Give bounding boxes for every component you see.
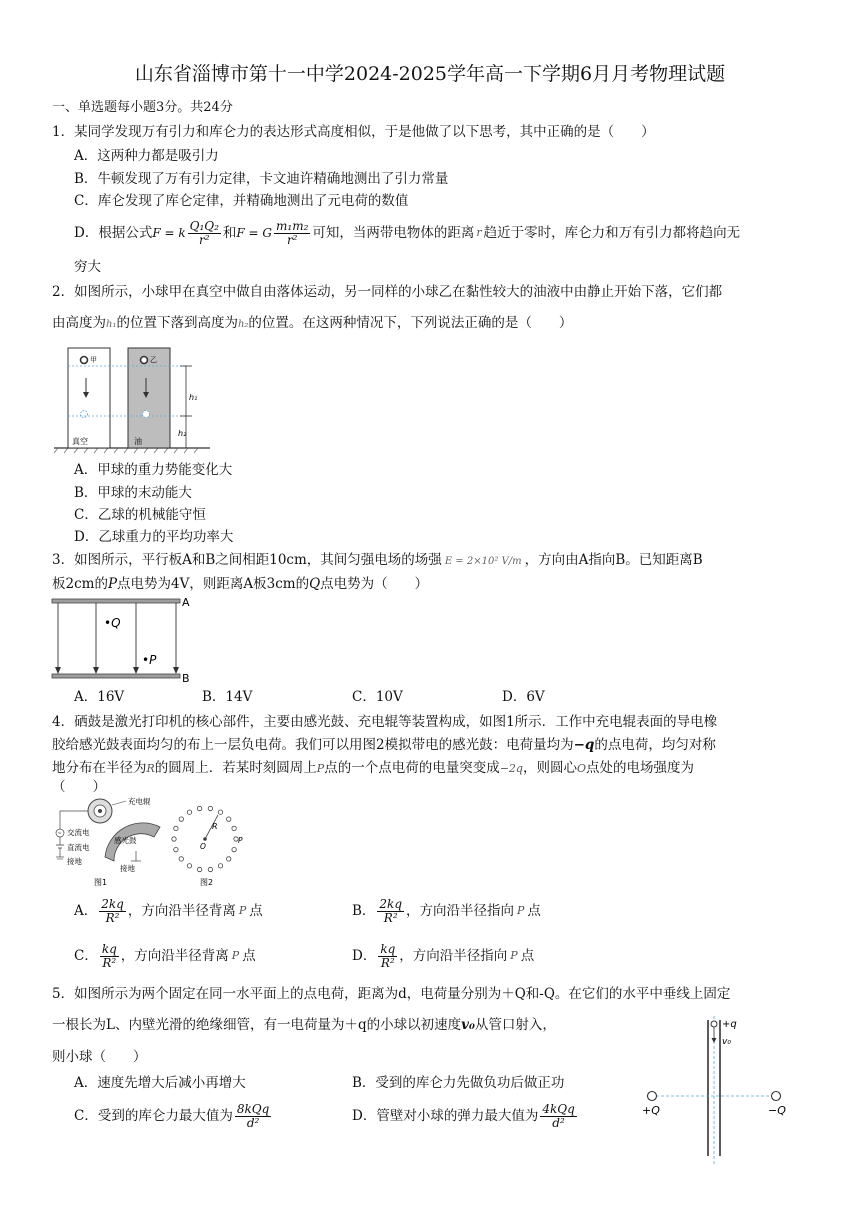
label-v0: v₀ [722,1037,731,1047]
q4-stem3b: 的圆周上．若某时刻圆周上 [154,760,317,776]
q4-stem-line3 [52,759,694,777]
q1-option-d [74,220,740,246]
ring-charge [232,826,236,830]
q4-b-p: P [517,903,525,917]
plate-a [52,599,180,603]
q5-option-b: B．受到的库仑力先做负功后做正功 [352,1075,565,1091]
q4-d-num: kq [380,942,396,956]
svg-text:~: ~ [57,831,62,837]
label-oil: 油 [134,437,142,446]
q4-c-end: 点 [242,947,256,964]
q4-c-p: P [231,948,240,962]
q1-d-and: 和 [222,224,237,241]
q1-d-formula1-frac [188,220,221,246]
q5-stem-line2 [52,1016,556,1034]
q1-d-post2: 趋近于零时，库仑力和万有引力都将趋向无 [483,224,741,241]
ring-charge [232,847,236,851]
q1-d-formula2-lhs: F = G [236,226,273,240]
label-ground2: 接地 [120,864,135,873]
charge-negative [772,1092,781,1101]
q4-d-post: ，方向沿半径指向 [399,947,508,964]
q4-p: P [316,762,325,775]
q2-stem-line1: 2．如图所示，小球甲在真空中做自由落体运动，另一同样的小球乙在黏性较大的油液中由静止开始下落，它们都 [52,284,723,300]
q2-stem2b: 的位置下落到高度为 [116,315,238,331]
q4-d-p: P [510,948,518,962]
q4-b-num: 2kq [379,897,403,911]
q3-stem2b: 点电势为4V，则距离A板3cm的 [117,576,310,592]
ring-charge [218,810,222,814]
q5-d-num: 4kQq [542,1102,575,1116]
q3-stem-line2 [52,575,428,593]
label-dc: 直流电 [67,843,90,852]
q1-d-formula1-lhs: F = k [152,226,186,240]
ball-jia [81,357,88,364]
q4-c-den: R² [102,955,117,970]
label-h2: h₂ [178,429,187,438]
q3-option-a: A．16V [74,689,125,705]
q4-negq: −q [573,737,595,753]
q2-option-b: B．甲球的末动能大 [74,485,192,501]
q4-option-d [352,943,534,969]
q2-stem2c: 的位置。在这两种情况下，下列说法正确的是（ ） [248,315,573,331]
q4-a-num: 2kq [101,897,124,911]
q3-stem2a: 板2cm的 [52,576,108,592]
q4-d-end: 点 [520,947,535,964]
q4-stem3d: ，则圆心 [522,760,577,776]
label-h1: h₁ [189,393,198,402]
q4-b-end: 点 [527,902,541,919]
q4-r: R [146,762,155,775]
q1-d-r: r [476,225,482,239]
point-q: •Q [104,616,121,630]
q4-d-den: R² [380,955,395,970]
q2-stem2a: 由高度为 [52,315,106,331]
q4-stem2a: 胶给感光鼓表面均匀的布上一层负电荷。我们可以用图2模拟带电的感光鼓：电荷量均为 [52,737,574,753]
label-plate-a: A [182,596,190,609]
q4-neg2q: −2q [499,762,523,775]
label-point-p: P [238,836,243,845]
plate-b [52,674,180,678]
q4-a-pre: A． [74,902,98,919]
q4-d-frac [378,943,397,969]
label-yi: 乙 [150,356,157,364]
q3-stem2c: 点电势为（ ） [320,576,429,592]
ring-charge [208,806,212,810]
q4-stem-line2 [52,736,716,754]
q5-c-num: 8kQq [236,1102,270,1116]
ring-charge [172,837,176,841]
q3-stem-line1 [52,551,703,569]
q4-c-num: kq [101,942,117,956]
q1-option-d-line2: 穷大 [74,259,101,275]
q3-q: Q [309,576,321,592]
q3-option-d: D．6V [502,689,545,705]
q2-h1: h₁ [106,319,117,330]
q4-a-post: ，方向沿半径背离 [127,902,236,919]
section-heading: 一、单选题每小题3分。共24分 [52,100,233,115]
vacuum-container [68,348,110,448]
q5-c-frac [235,1103,271,1129]
q5-d-den: d² [552,1115,565,1130]
q3-stem1a: 3．如图所示，平行板A和B之间相距10cm，其间匀强电场的场强 [52,552,442,568]
q3-p: P [107,576,118,592]
q1-option-c: C．库仑发现了库仑定律，并精确地测出了元电荷的数值 [74,193,409,209]
q1-d-f2-den: r² [286,232,298,247]
q5-c-pre: C．受到的库仑力最大值为 [74,1107,233,1124]
q4-d-pre: D． [352,947,377,964]
label-jia: 甲 [90,356,97,364]
q1-d-f2-num: m₁m₂ [276,219,309,233]
q5-stem2a: 一根长为L、内壁光滑的绝缘细管，有一电荷量为＋q的小球以初速度 [52,1017,462,1033]
q3-option-b: B．14V [202,689,253,705]
q5-v0: v₀ [461,1017,475,1033]
page-title: 山东省淄博市第十一中学2024-2025学年高一下学期6月月考物理试题 [134,63,726,85]
ring-charge [187,864,191,868]
label-center-o: O [200,842,206,851]
ball-yi [141,357,148,364]
q2-option-d: D．乙球重力的平均功率大 [74,529,234,545]
q2-h2: h₂ [237,319,249,330]
label-plus-q: +q [722,1019,737,1030]
q4-figure [50,795,250,890]
q5-option-a: A．速度先增大后减小再增大 [74,1075,246,1091]
q1-d-f1-num: Q₁Q₂ [189,219,219,233]
q2-option-c: C．乙球的机械能守恒 [74,507,206,523]
q4-b-pre: B． [352,902,376,919]
q5-d-pre: D．管壁对小球的弹力最大值为 [352,1107,539,1124]
q1-d-f1-den: r² [198,232,210,247]
q1-d-formula2-frac [274,220,310,246]
q5-d-frac [540,1103,576,1129]
ring-charge [227,857,231,861]
point-p: •P [142,653,157,667]
label-radius: R [212,822,218,831]
q5-stem2b: 从管口射入， [474,1017,556,1033]
q4-a-den: R² [105,910,120,925]
q1-stem: 1．某同学发现万有引力和库仑力的表达形式高度相似，于是他做了以下思考，其中正确的是（ ） [52,124,655,140]
q1-d-post: 可知，当两带电物体的距离 [312,224,475,241]
q5-stem-line3: 则小球（ ） [52,1049,147,1065]
label-ground1: 接地 [67,857,82,866]
q4-b-frac [377,898,404,924]
q4-option-a [74,898,263,924]
q5-option-d [352,1103,579,1129]
q4-c-post: ，方向沿半径背离 [120,947,229,964]
ring-charge [197,867,201,871]
q4-a-frac [99,898,126,924]
label-vacuum: 真空 [72,437,88,446]
q4-b-post: ，方向沿半径指向 [406,902,515,919]
label-plus-Q: +Q [642,1104,660,1117]
q4-stem-line1: 4．硒鼓是激光打印机的核心部件，主要由感光鼓、充电辊等装置构成，如图1所示．工作中充电辊表面的导电橡 [52,714,718,730]
q4-stem-line4: （ ） [52,779,106,795]
label-fig2: 图2 [200,878,214,887]
q3-stem1b: ，方向由A指向B。已知距离B [524,552,703,568]
q3-field-strength: E = 2×10² V/m [444,556,522,567]
label-ac: 交流电 [67,828,90,837]
ring-charge [179,817,183,821]
q2-stem-line2 [52,314,572,332]
label-charge-roller: 充电辊 [128,797,151,806]
ring-charge [174,826,178,830]
q4-b-den: R² [383,910,398,925]
ring-charge [208,867,212,871]
q5-option-c [74,1103,273,1129]
q4-a-p: P [238,903,247,917]
q3-figure [50,596,200,684]
q5-stem-line1: 5．如图所示为两个固定在同一水平面上的点电荷，距离为d，电荷量分别为＋Q和-Q。在它们的水平中垂线上固定 [52,986,731,1002]
ring-charge [174,847,178,851]
q1-option-a: A．这两种力都是吸引力 [74,148,219,164]
ball-q [711,1021,717,1027]
q4-stem3a: 地分布在半径为 [52,760,147,776]
q2-option-a: A．甲球的重力势能变化大 [74,462,233,478]
q4-c-pre: C． [74,947,98,964]
q4-stem3e: 点处的电场强度为 [586,760,694,776]
q4-o: O [576,762,586,775]
q1-d-pre: D．根据公式 [74,224,153,241]
label-drum: 感光鼓 [114,836,137,845]
ring-charge [179,857,183,861]
q4-c-frac [100,943,119,969]
q4-a-end: 点 [249,902,263,919]
ring-charge [227,817,231,821]
q3-option-c: C．10V [352,689,403,705]
q4-stem2b: 的点电荷，均匀对称 [594,737,716,753]
label-minus-Q: −Q [768,1104,786,1117]
q4-option-c [74,943,256,969]
ring-charge [197,806,201,810]
q2-figure [52,344,212,456]
q1-option-b: B．牛顿发现了万有引力定律，卡文迪许精确地测出了引力常量 [74,171,449,187]
ring-charge [218,864,222,868]
label-plate-b: B [182,672,190,684]
down-arrow-icon [712,1038,717,1043]
charge-positive [648,1092,657,1101]
q4-stem3c: 点的一个点电荷的电量突变成 [324,760,500,776]
oil-container [128,348,170,448]
label-fig1: 图1 [94,878,108,887]
ring-charge [187,810,191,814]
q5-c-den: d² [246,1115,260,1130]
q4-option-b [352,898,541,924]
q5-figure [636,1016,806,1166]
